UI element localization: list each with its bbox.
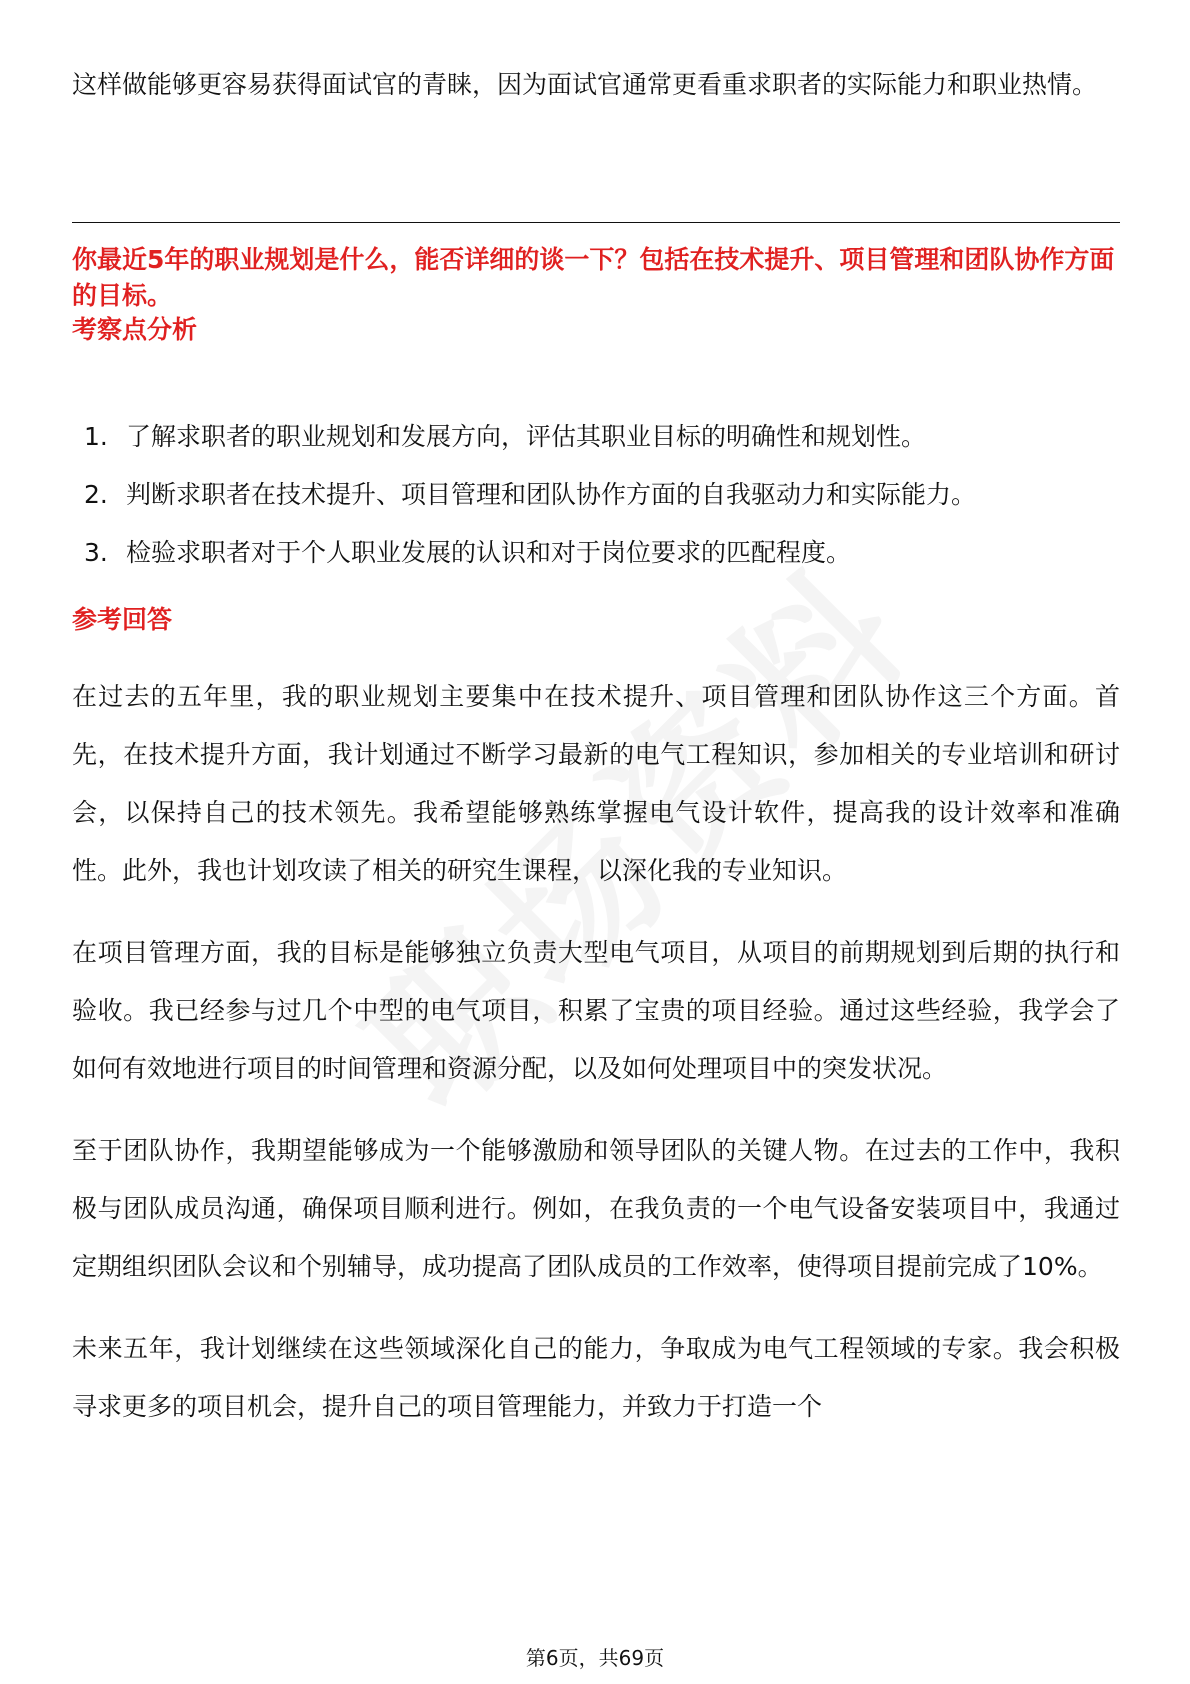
intro-paragraph: 这样做能够更容易获得面试官的青睐，因为面试官通常更看重求职者的实际能力和职业热情。 — [72, 70, 1098, 99]
answer-paragraph: 至于团队协作，我期望能够成为一个能够激励和领导团队的关键人物。在过去的工作中，我积极与团队成员沟通，确保项目顺利进行。例如，在我负责的一个电气设备安装项目中，我通过定期组织团队会议和个别辅导，成功提高了团队成员的工作效率，使得项目提前完成了10%。 — [72, 1136, 1120, 1281]
list-text: 检验求职者对于个人职业发展的认识和对于岗位要求的匹配程度。 — [126, 538, 852, 567]
answer-paragraph: 在过去的五年里，我的职业规划主要集中在技术提升、项目管理和团队协作这三个方面。首先，在技术提升方面，我计划通过不断学习最新的电气工程知识，参加相关的专业培训和研讨会，以保持自己的技术领先。我希望能够熟练掌握电气设计软件，提高我的设计效率和准确性。此外，我也计划攻读了相关的研究生课程，以深化我的专业知识。 — [72, 682, 1120, 885]
list-text: 判断求职者在技术提升、项目管理和团队协作方面的自我驱动力和实际能力。 — [126, 480, 977, 509]
reference-title: 参考回答 — [72, 605, 173, 634]
answer-paragraph: 在项目管理方面，我的目标是能够独立负责大型电气项目，从项目的前期规划到后期的执行和验收。我已经参与过几个中型的电气项目，积累了宝贵的项目经验。通过这些经验，我学会了如何有效地进行项目的时间管理和资源分配，以及如何处理项目中的突发状况。 — [72, 938, 1120, 1083]
page-number: 第6页，共69页 — [525, 1646, 665, 1670]
analysis-list — [84, 408, 1120, 582]
list-number: 2. — [84, 480, 108, 509]
answer-paragraph: 未来五年，我计划继续在这些领域深化自己的能力，争取成为电气工程领域的专家。我会积极寻求更多的项目机会，提升自己的项目管理能力，并致力于打造一个 — [72, 1334, 1120, 1421]
list-item — [84, 524, 1120, 582]
analysis-title: 考察点分析 — [72, 315, 198, 344]
question-heading: 你最近5年的职业规划是什么，能否详细的谈一下？包括在技术提升、项目管理和团队协作方面的目标。 — [72, 245, 1115, 310]
section-divider — [72, 222, 1120, 223]
list-text: 了解求职者的职业规划和发展方向，评估其职业目标的明确性和规划性。 — [126, 422, 927, 451]
list-item — [84, 466, 1120, 524]
intro-block — [72, 56, 1120, 114]
list-item — [84, 408, 1120, 466]
list-number: 1. — [84, 422, 108, 451]
list-number: 3. — [84, 538, 108, 567]
reference-answer — [72, 668, 1120, 1436]
